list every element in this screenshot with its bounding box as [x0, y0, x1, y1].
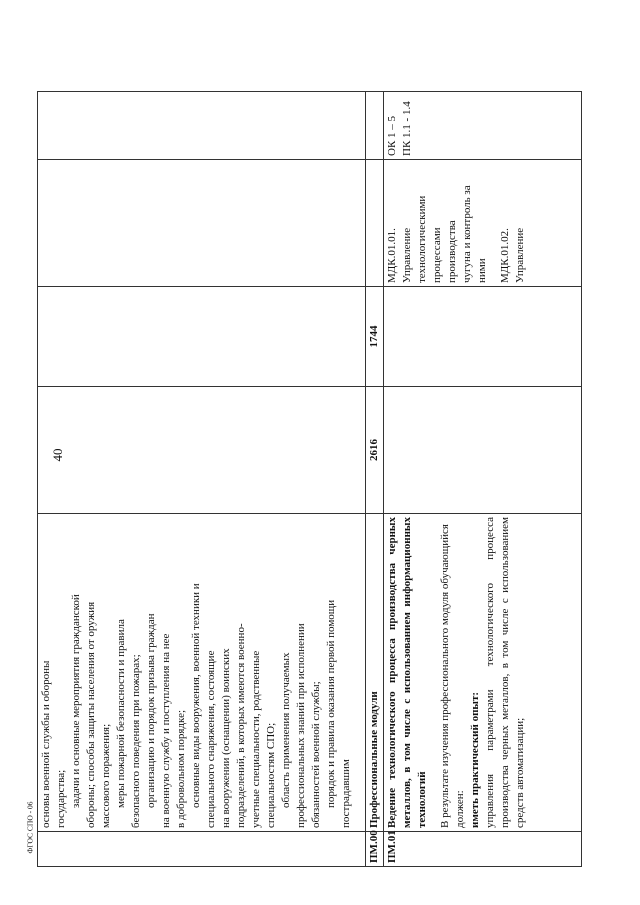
pm01-content	[384, 514, 582, 832]
text-line: учетные специальности, родственные	[250, 650, 262, 828]
mdk-line: Управление	[401, 227, 413, 283]
cell-mdk	[38, 160, 366, 287]
text-line: обязанностей военной службы;	[310, 681, 322, 828]
mdk-code: МДК.01.02.	[499, 228, 511, 283]
competency: ОК 1 – 5	[386, 115, 398, 156]
text-line: пострадавшим	[340, 759, 352, 828]
text-line: меры пожарной безопасности и правила	[115, 619, 127, 808]
text-line: профессиональных знаний при исполнении	[295, 623, 307, 828]
curriculum-table	[37, 91, 582, 867]
footer-standard-label: ФГОС СПО - 06	[25, 801, 35, 854]
text-line: безопасного поведения при пожарах;	[130, 654, 142, 828]
page-number: 40	[50, 448, 65, 462]
cell-continuation-text	[38, 514, 366, 832]
pm00-mandatory-load: 1744	[366, 287, 384, 387]
mdk-line: Управление	[514, 227, 526, 283]
pm00-code: ПМ.00	[366, 832, 384, 867]
pm01-mdk	[384, 160, 582, 287]
pm00-max-load: 2616	[366, 387, 384, 514]
spacer	[490, 163, 498, 283]
pm01-mandatory-load	[384, 287, 582, 387]
text-line: на вооружении (оснащении) воинских	[220, 648, 232, 828]
mdk-code: МДК.01.01.	[386, 228, 398, 283]
text-line: основные виды вооружения, военной техники и	[190, 583, 202, 808]
text-line: на военную службу и поступления на нее	[160, 633, 172, 828]
pm01-code: ПМ.01	[384, 832, 582, 867]
pm01-competencies	[384, 92, 582, 160]
text-line: специального снаряжения, состоящие	[205, 650, 217, 828]
pm01-experience-heading: иметь практический опыт:	[469, 691, 481, 828]
cell-mandatory-load	[38, 287, 366, 387]
text-line: специальностям СПО;	[265, 722, 277, 828]
mdk-line: производства	[446, 220, 458, 283]
table-row-pm01	[384, 92, 582, 867]
text-line: в добровольном порядке;	[175, 709, 187, 828]
curriculum-table-rotated	[37, 92, 582, 867]
cell-competencies	[38, 92, 366, 160]
pm01-intro: В результате изучения профессионального модуля обучающийся должен:	[439, 524, 466, 828]
competency: ПК 1.1 - 1.4	[401, 101, 413, 156]
pm00-title: Профессиональные модули	[366, 514, 384, 832]
text-line: порядок и правила оказания первой помощи	[325, 599, 337, 808]
text-line: организацию и порядок призыва граждан	[145, 613, 157, 808]
pm01-max-load	[384, 387, 582, 514]
text-line: подразделений, в которых имеются военно-	[235, 623, 247, 828]
pm00-mdk	[366, 160, 384, 287]
text-line: область применения получаемых	[280, 652, 292, 808]
text-line: государства;	[55, 769, 67, 828]
text-line: обороны; способы защиты населения от оружия	[85, 601, 97, 828]
cell-code	[38, 832, 366, 867]
table-row-continuation	[38, 92, 366, 867]
pm00-competencies	[366, 92, 384, 160]
mdk-line: ними	[476, 258, 488, 283]
text-line: задачи и основные мероприятия гражданской	[70, 594, 82, 808]
pm01-experience-text: управления параметрами технологического процесса производства черных металлов, в том числе с использованием средств автоматизации;	[484, 517, 526, 828]
mdk-line: процессами	[431, 227, 443, 283]
mdk-line: чугуна и контроль за	[461, 185, 473, 283]
text-line: основы военной службы и обороны	[40, 660, 52, 828]
pm01-title: Ведение технологического процесса производства черных металлов, в том числе с использованием информационных технологий	[386, 517, 428, 828]
cell-max-load	[38, 387, 366, 514]
spacer	[430, 517, 438, 828]
text-line: массового поражения;	[100, 723, 112, 828]
mdk-line: технологическими	[416, 195, 428, 283]
table-row-pm00	[366, 92, 384, 867]
